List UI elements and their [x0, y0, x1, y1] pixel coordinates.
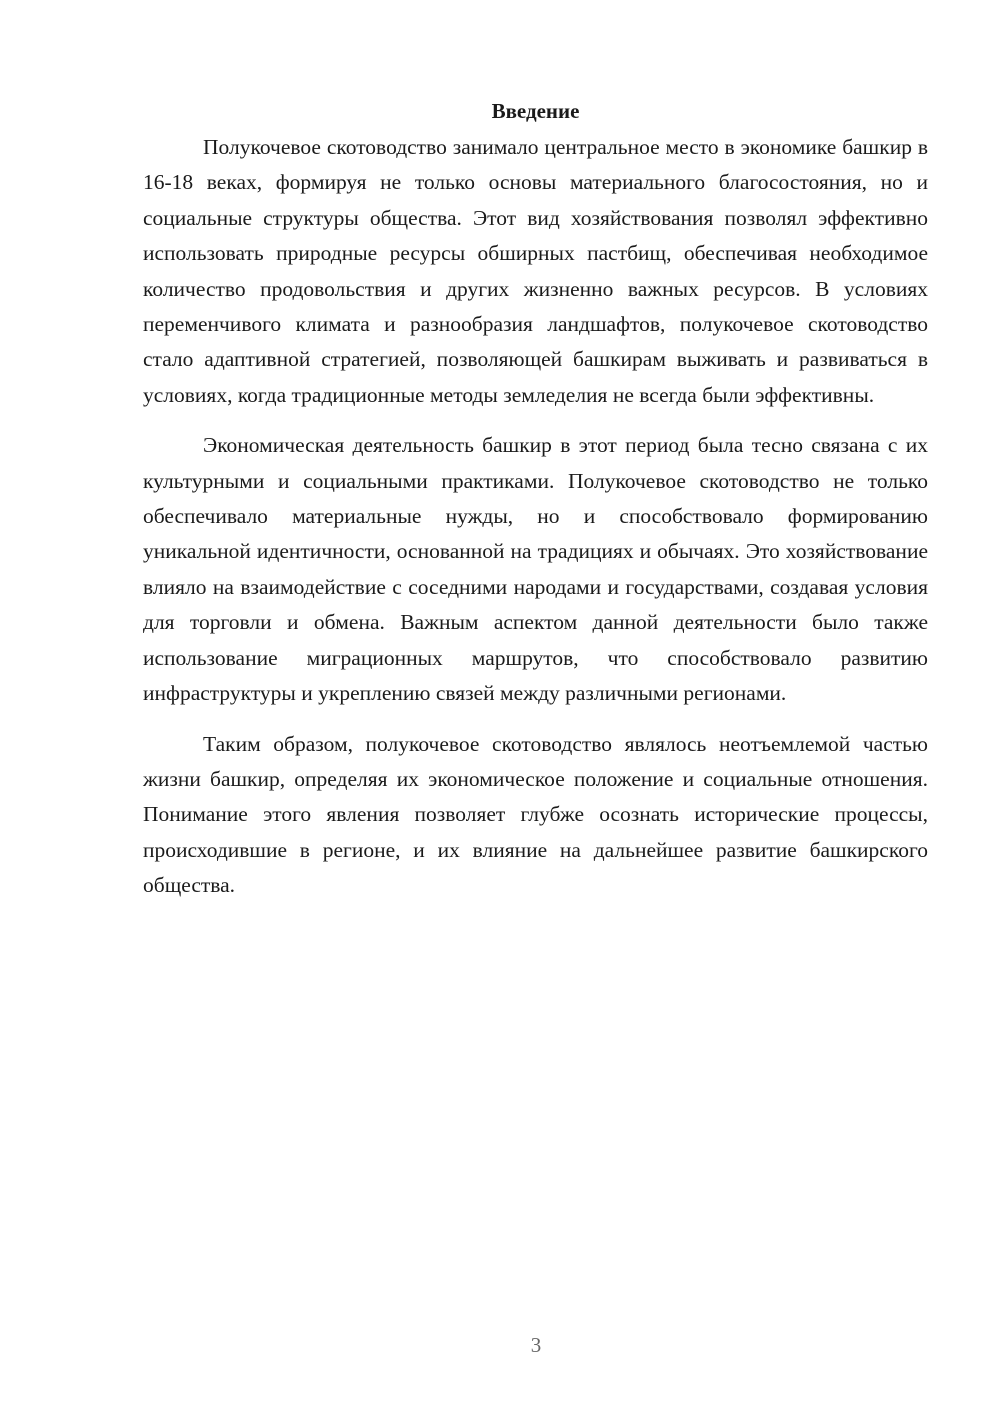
page-content [143, 96, 928, 904]
paragraph-3: Таким образом, полукочевое скотоводство являлось неотъемлемой частью жизни башкир, определяя их экономическое положение и социальные отношения. Понимание этого явления позволяет глубже осознать исторические процессы, происходившие в регионе, и их влияние на дальнейшее развитие башкирского общества. [143, 731, 928, 898]
paragraph-2: Экономическая деятельность башкир в этот период была тесно связана с их культурными и социальными практиками. Полукочевое скотоводство не только обеспечивало материальные нужды, но и способствовало формированию уникальной идентичности, основанной на традициях и обычаях. Это хозяйствование влияло на взаимодействие с соседними народами и государствами, создавая условия для торговли и обмена. Важным аспектом данной деятельности было также использование миграционных маршрутов, что способствовало развитию инфраструктуры и укреплению связей между различными регионами. [143, 433, 928, 706]
page-number: 3 [530, 1333, 542, 1357]
section-heading: Введение [491, 99, 580, 123]
paragraph-1: Полукочевое скотоводство занимало центральное место в экономике башкир в 16-18 веках, формируя не только основы материального благосостояния, но и социальные структуры общества. Этот вид хозяйствования позволял эффективно использовать природные ресурсы обширных пастбищ, обеспечивая необходимое количество продовольствия и других жизненно важных ресурсов. В условиях переменчивого климата и разнообразия ландшафтов, полукочевое скотоводство стало адаптивной стратегией, позволяющей башкирам выживать и развиваться в условиях, когда традиционные методы земледелия не всегда были эффективны. [143, 135, 928, 407]
